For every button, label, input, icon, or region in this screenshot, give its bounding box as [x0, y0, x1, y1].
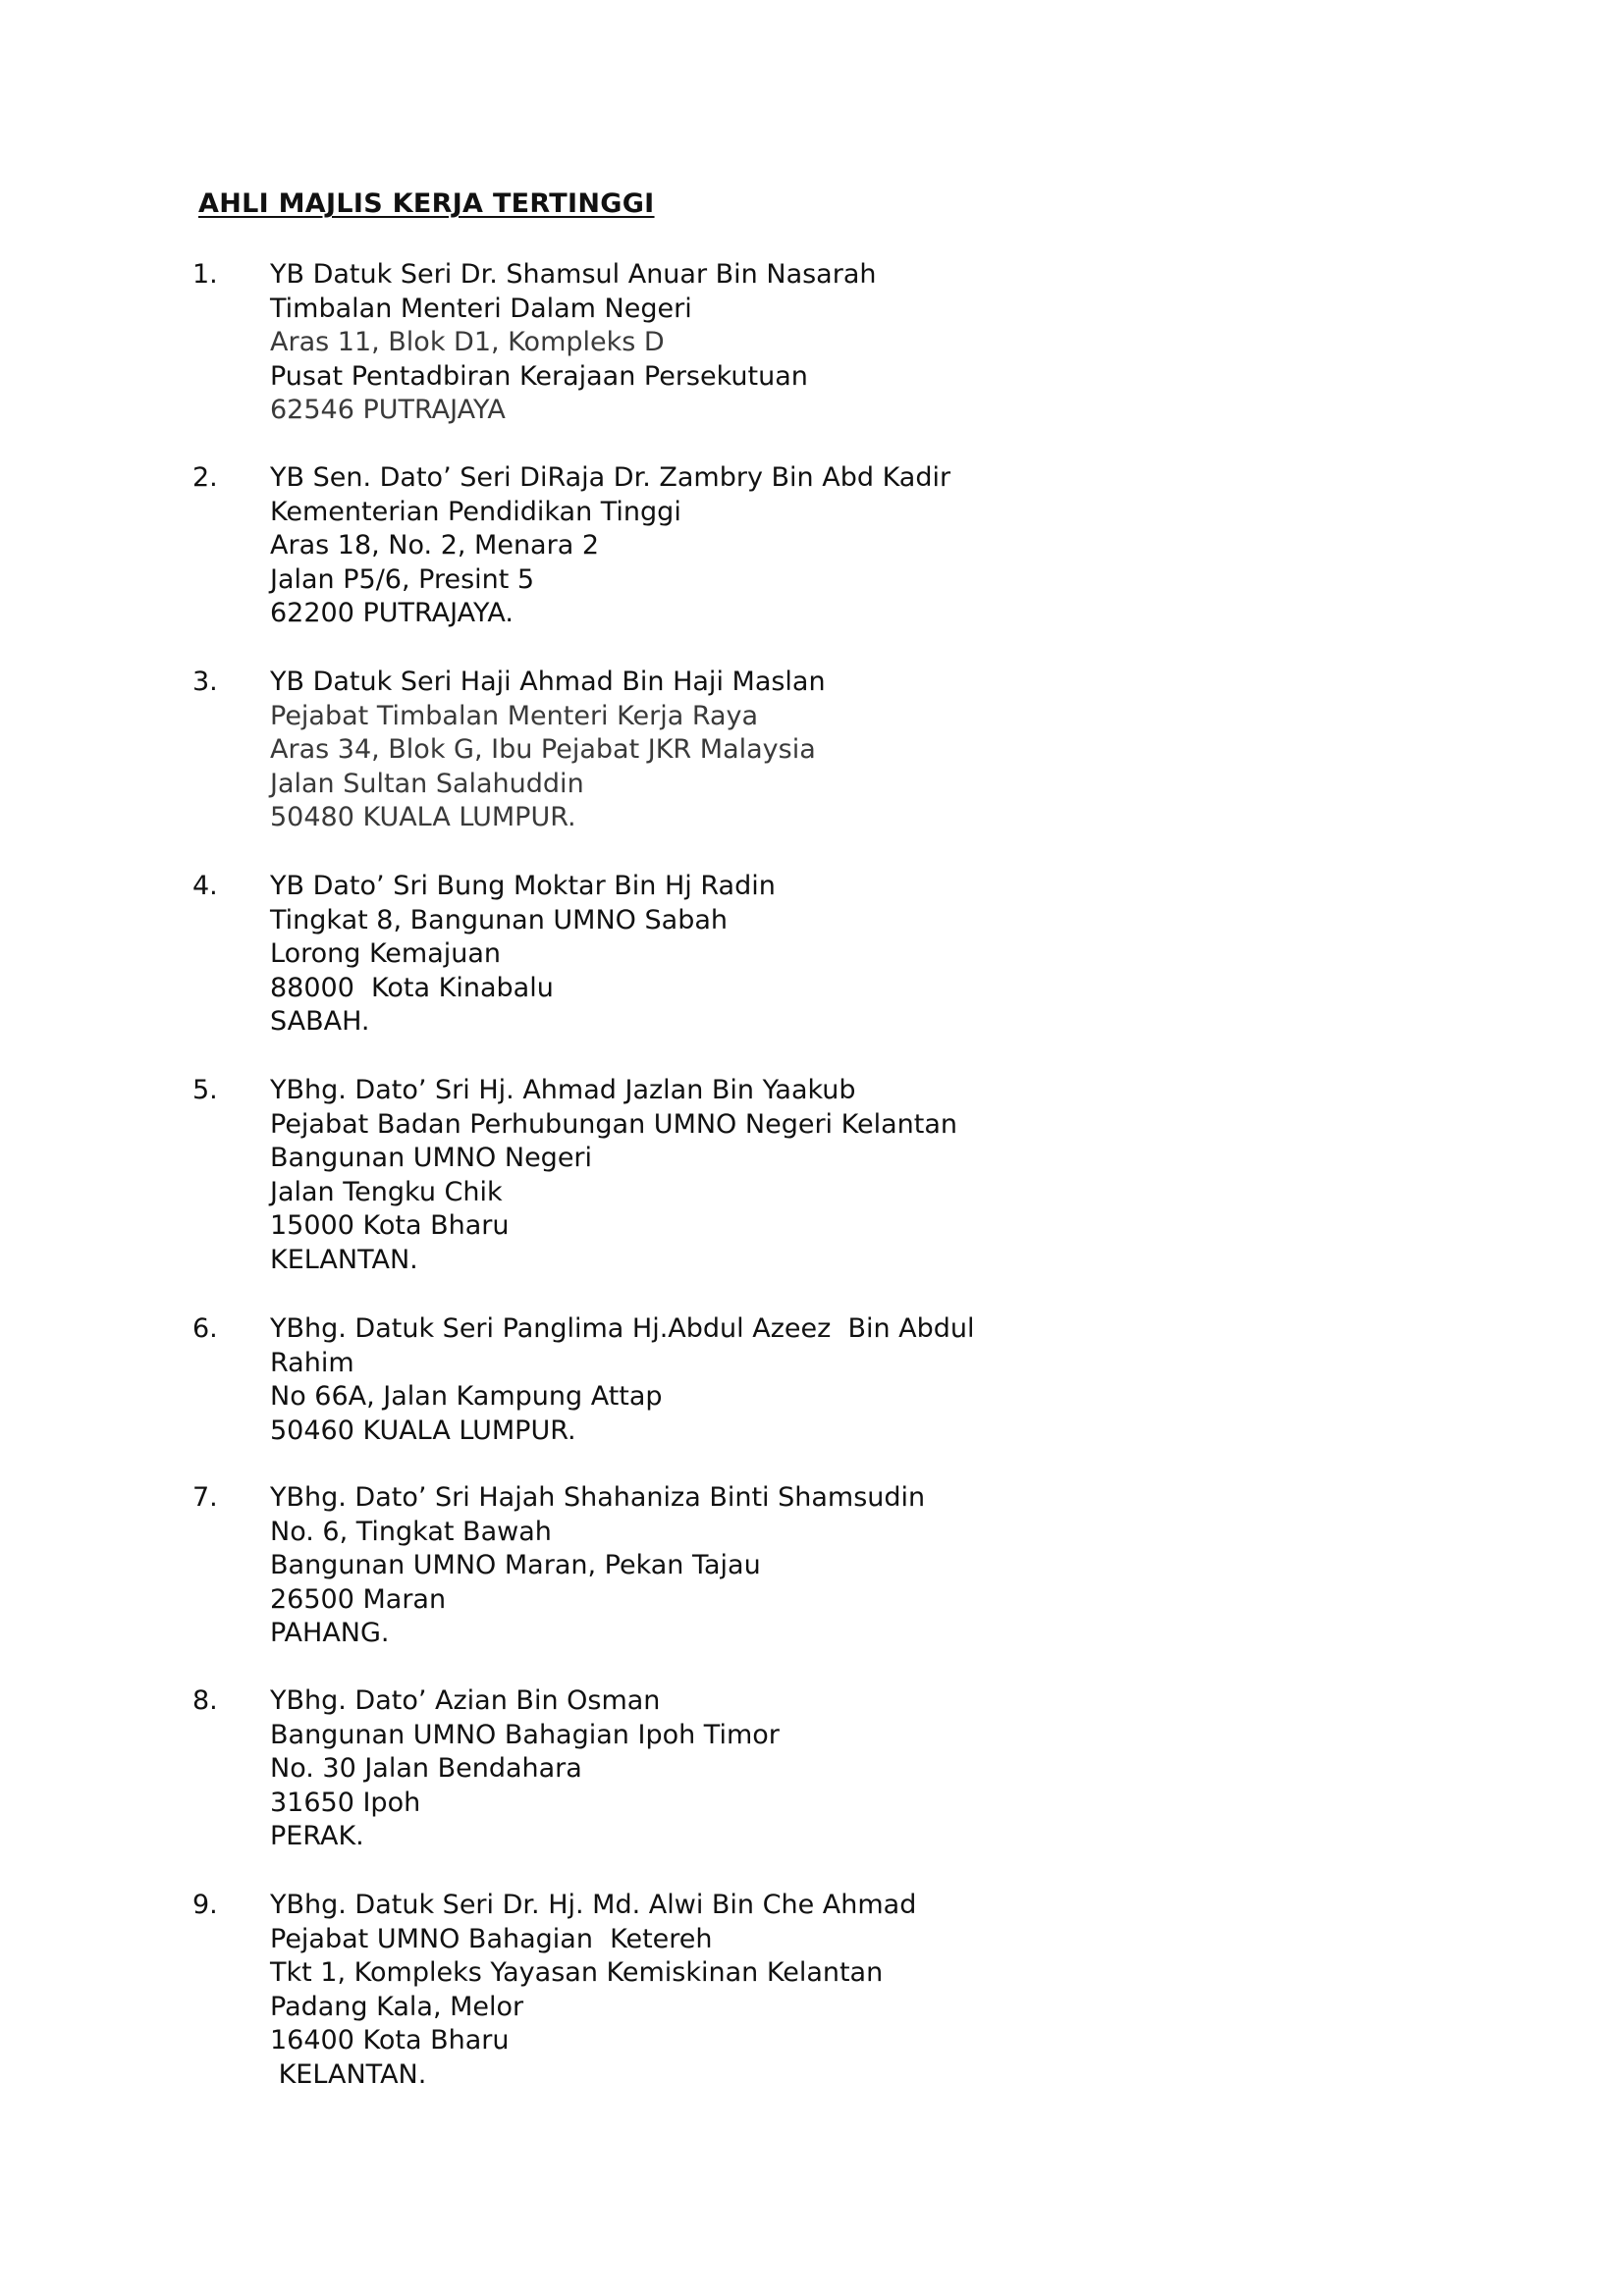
address-line: Aras 18, No. 2, Menara 2 — [270, 530, 600, 561]
address-line: Pejabat Timbalan Menteri Kerja Raya — [270, 700, 759, 731]
member-name: YBhg. Datuk Seri Dr. Hj. Md. Alwi Bin Che Ahmad — [270, 1890, 917, 1920]
entry-address-block — [270, 1074, 957, 1277]
entry-number: 6. — [192, 1313, 218, 1344]
address-line: Padang Kala, Melor — [270, 1991, 524, 2022]
address-line: Pusat Pentadbiran Kerajaan Persekutuan — [270, 360, 808, 392]
member-name: YBhg. Datuk Seri Panglima Hj.Abdul Azeez Bin Abdul — [270, 1313, 975, 1344]
entry-number: 7. — [192, 1482, 218, 1513]
member-name: YBhg. Dato’ Sri Hj. Ahmad Jazlan Bin Yaakub — [270, 1075, 856, 1105]
address-line: Rahim — [270, 1347, 354, 1378]
address-line: Aras 11, Blok D1, Kompleks D — [270, 327, 665, 357]
address-line: 15000 Kota Bharu — [270, 1210, 510, 1241]
address-line: Timbalan Menteri Dalam Negeri — [270, 293, 692, 324]
page-title: AHLI MAJLIS KERJA TERTINGGI — [198, 188, 655, 219]
address-line: Tingkat 8, Bangunan UMNO Sabah — [270, 904, 728, 935]
entry-number: 4. — [192, 871, 218, 901]
entry-address-block — [270, 258, 957, 428]
address-line: Pejabat Badan Perhubungan UMNO Negeri Kelantan — [270, 1108, 958, 1140]
address-line: PERAK. — [270, 1821, 364, 1851]
address-line: Jalan Sultan Salahuddin — [270, 768, 584, 799]
address-line: Kementerian Pendidikan Tinggi — [270, 496, 681, 527]
entry-address-block — [270, 1312, 975, 1448]
address-line: KELANTAN. — [270, 1244, 418, 1275]
address-line: Jalan P5/6, Presint 5 — [270, 563, 535, 595]
member-name: YB Datuk Seri Dr. Shamsul Anuar Bin Nasarah — [270, 259, 877, 290]
address-line: Jalan Tengku Chik — [270, 1176, 503, 1207]
entry-address-block — [270, 1481, 957, 1651]
address-line: 31650 Ipoh — [270, 1787, 421, 1818]
address-line: No. 30 Jalan Bendahara — [270, 1753, 582, 1784]
entry-address-block — [270, 1684, 957, 1854]
member-name: YB Sen. Dato’ Seri DiRaja Dr. Zambry Bin Abd Kadir — [270, 462, 951, 493]
entry-number: 9. — [192, 1890, 218, 1920]
address-line: 50460 KUALA LUMPUR. — [270, 1415, 576, 1446]
address-line: PAHANG. — [270, 1618, 390, 1648]
address-line: 50480 KUALA LUMPUR. — [270, 802, 576, 832]
entry-address-block — [270, 870, 957, 1040]
entry-number: 5. — [192, 1075, 218, 1105]
address-line: 88000 Kota Kinabalu — [270, 972, 554, 1003]
address-line: Tkt 1, Kompleks Yayasan Kemiskinan Kelantan — [270, 1957, 884, 1988]
entry-number: 3. — [192, 667, 218, 697]
member-name: YBhg. Dato’ Azian Bin Osman — [270, 1685, 661, 1716]
address-line: 16400 Kota Bharu — [270, 2025, 510, 2056]
member-name: YB Dato’ Sri Bung Moktar Bin Hj Radin — [270, 871, 776, 901]
entry-address-block — [270, 461, 957, 631]
address-line: 62546 PUTRAJAYA — [270, 395, 506, 425]
address-line: Pejabat UMNO Bahagian Ketereh — [270, 1923, 713, 1954]
entry-address-block — [270, 666, 957, 835]
member-name: YB Datuk Seri Haji Ahmad Bin Haji Maslan — [270, 667, 826, 697]
member-name: YBhg. Dato’ Sri Hajah Shahaniza Binti Shamsudin — [270, 1482, 926, 1513]
entry-number: 2. — [192, 462, 218, 493]
address-line: 62200 PUTRAJAYA. — [270, 598, 514, 628]
address-line: KELANTAN. — [270, 2058, 427, 2090]
address-line: SABAH. — [270, 1006, 370, 1037]
entry-number: 8. — [192, 1685, 218, 1716]
address-line: No. 6, Tingkat Bawah — [270, 1516, 552, 1547]
entry-address-block — [270, 1889, 957, 2092]
address-line: Bangunan UMNO Negeri — [270, 1143, 593, 1173]
entry-number: 1. — [192, 259, 218, 290]
address-line: Bangunan UMNO Maran, Pekan Tajau — [270, 1550, 761, 1580]
address-line: Bangunan UMNO Bahagian Ipoh Timor — [270, 1719, 780, 1750]
address-line: Lorong Kemajuan — [270, 938, 502, 969]
address-line: 26500 Maran — [270, 1583, 447, 1615]
address-line: No 66A, Jalan Kampung Attap — [270, 1381, 663, 1412]
address-line: Aras 34, Blok G, Ibu Pejabat JKR Malaysia — [270, 734, 816, 765]
